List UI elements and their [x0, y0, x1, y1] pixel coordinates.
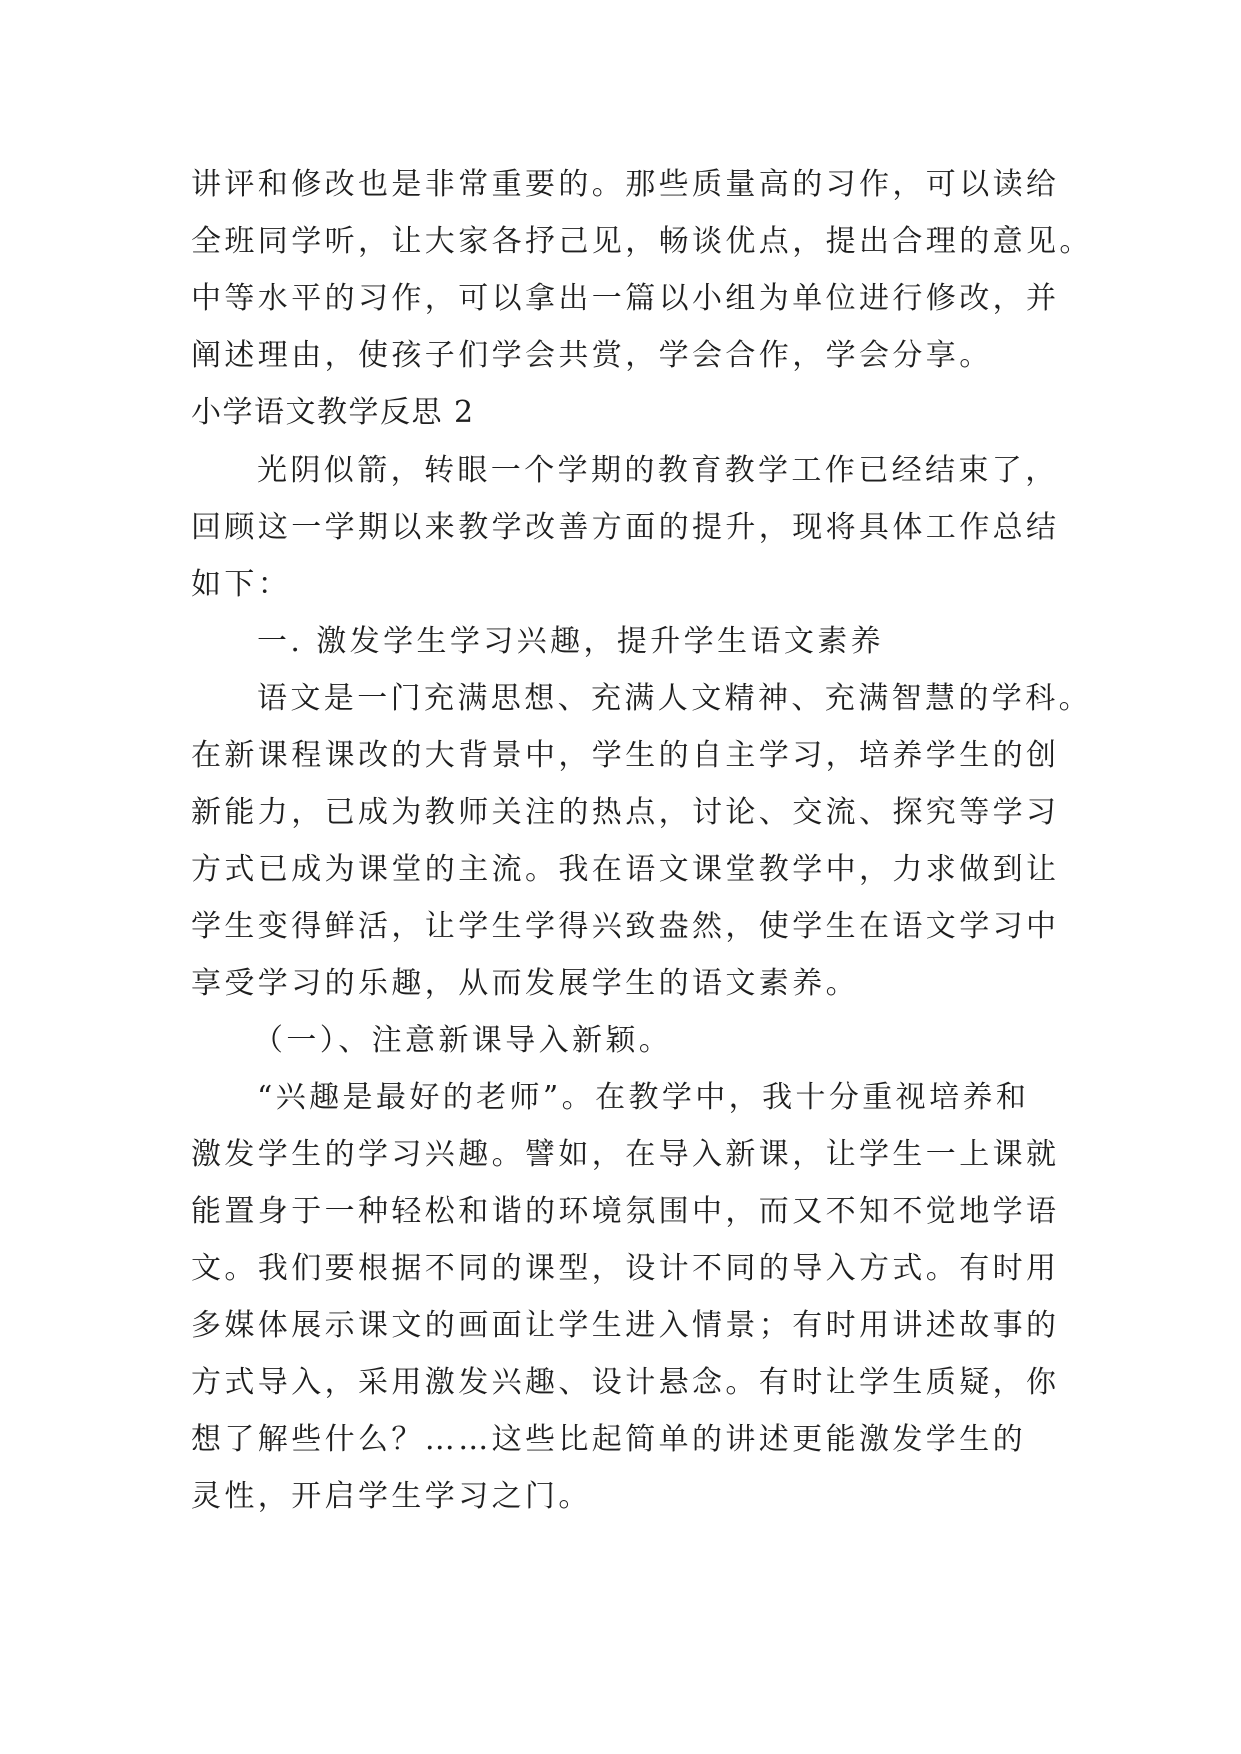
paragraph-line: “兴趣是最好的老师”。在教学中，我十分重视培养和 — [257, 1080, 1030, 1115]
paragraph-line: 灵性，开启学生学习之门。 — [191, 1479, 592, 1514]
paragraph-line: 能置身于一种轻松和谐的环境氛围中，而又不知不觉地学语 — [191, 1194, 1060, 1229]
paragraph-line: 方式已成为课堂的主流。我在语文课堂教学中，力求做到让 — [191, 852, 1060, 887]
subsection-heading: 一. 激发学生学习兴趣，提升学生语文素养 — [257, 624, 885, 659]
paragraph-line: 学生变得鲜活，让学生学得兴致盎然，使学生在语文学习中 — [191, 909, 1060, 944]
paragraph-line: 光阴似箭，转眼一个学期的教育教学工作已经结束了， — [257, 453, 1059, 488]
paragraph-line: 想了解些什么？……这些比起简单的讲述更能激发学生的 — [191, 1422, 1026, 1457]
paragraph-line: 回顾这一学期以来教学改善方面的提升，现将具体工作总结 — [191, 510, 1060, 545]
paragraph-line: 方式导入，采用激发兴趣、设计悬念。有时让学生质疑，你 — [191, 1365, 1060, 1400]
paragraph-line: 享受学习的乐趣，从而发展学生的语文素养。 — [191, 966, 859, 1001]
paragraph-line: 在新课程课改的大背景中，学生的自主学习，培养学生的创 — [191, 738, 1060, 773]
paragraph-line: 阐述理由，使孩子们学会共赏，学会合作，学会分享。 — [191, 338, 993, 373]
paragraph-line: 如下： — [191, 567, 292, 602]
paragraph-line: 讲评和修改也是非常重要的。那些质量高的习作，可以读给 — [191, 167, 1060, 202]
paragraph-line: 多媒体展示课文的画面让学生进入情景；有时用讲述故事的 — [191, 1308, 1060, 1343]
subsection-heading: （一）、注意新课导入新颖。 — [253, 1023, 673, 1058]
section-heading: 小学语文教学反思 2 — [191, 395, 475, 430]
paragraph-line: 语文是一门充满思想、充满人文精神、充满智慧的学科。 — [257, 681, 1092, 716]
paragraph-line: 激发学生的学习兴趣。譬如，在导入新课，让学生一上课就 — [191, 1137, 1060, 1172]
paragraph-line: 文。我们要根据不同的课型，设计不同的导入方式。有时用 — [191, 1251, 1060, 1286]
paragraph-line: 新能力，已成为教师关注的热点，讨论、交流、探究等学习 — [191, 795, 1060, 830]
paragraph-line: 中等水平的习作，可以拿出一篇以小组为单位进行修改，并 — [191, 281, 1060, 316]
paragraph-line: 全班同学听，让大家各抒己见，畅谈优点，提出合理的意见。 — [191, 224, 1093, 259]
